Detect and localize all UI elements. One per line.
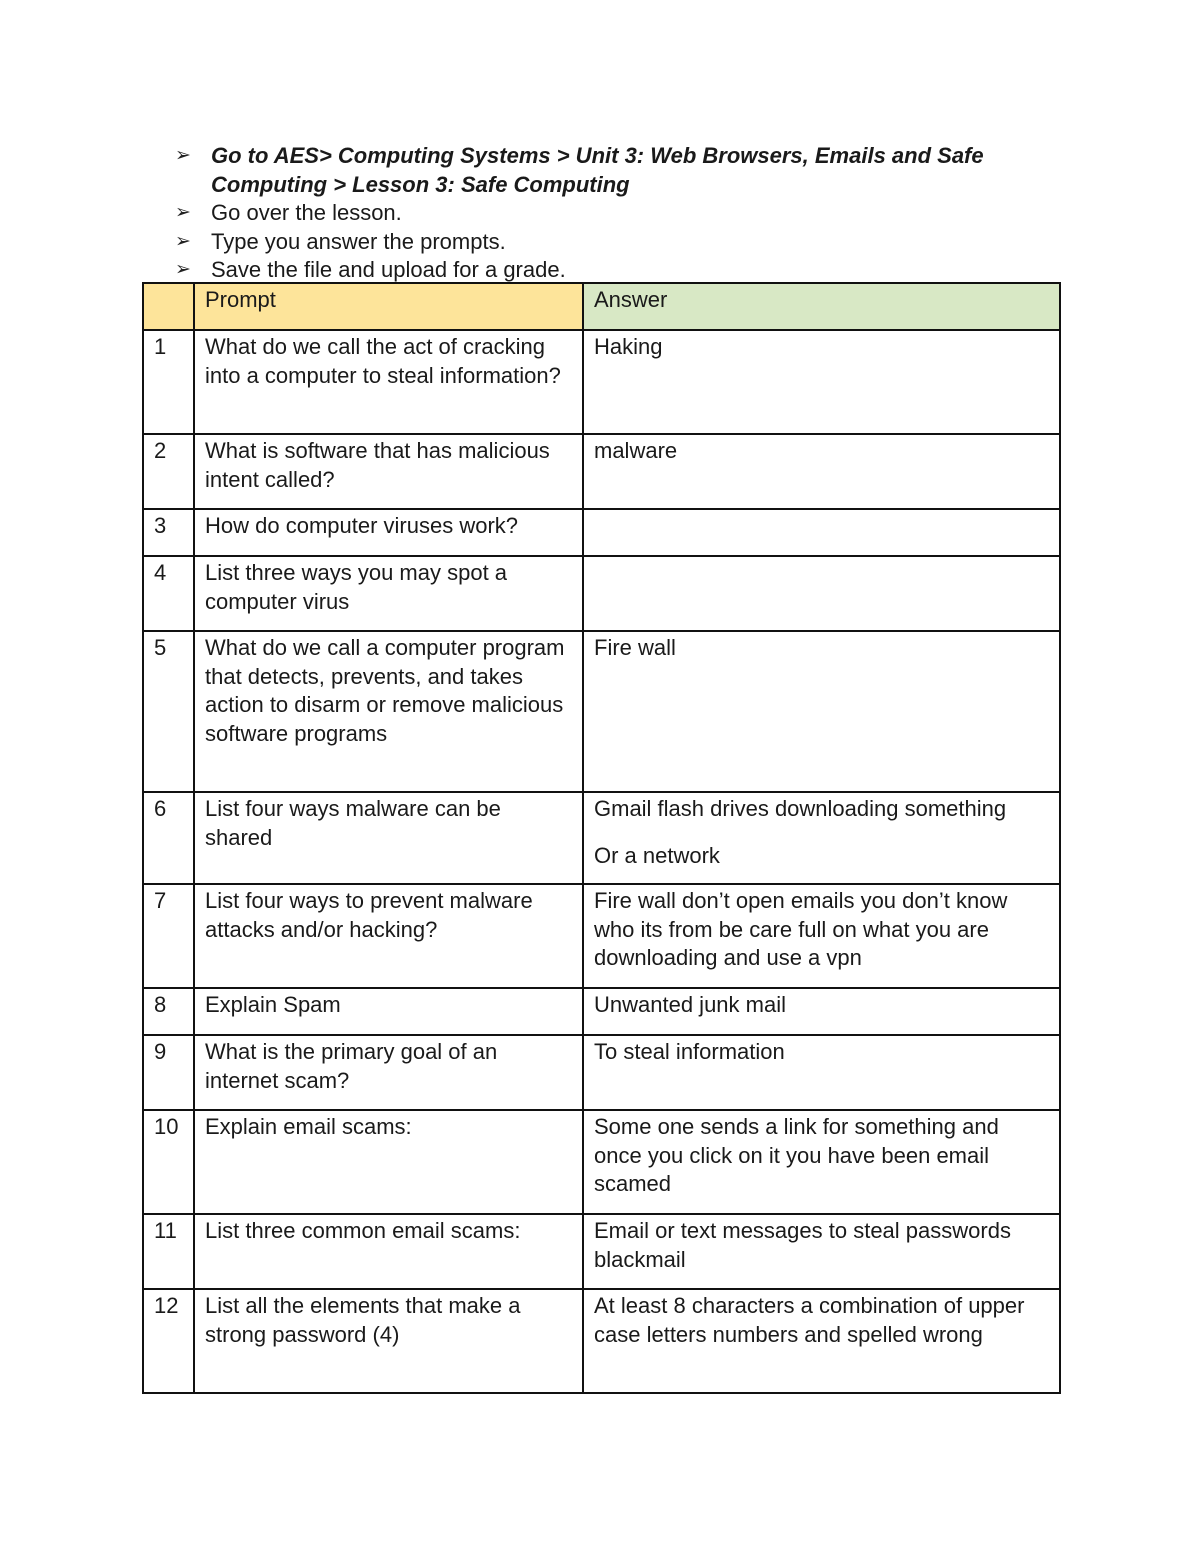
- answer-line: Or a network: [594, 842, 720, 868]
- row-number: 4: [143, 556, 194, 631]
- instruction-text: Save the file and upload for a grade.: [211, 257, 566, 282]
- table-row: [143, 1289, 1060, 1393]
- prompt-cell: List three ways you may spot a computer virus: [194, 556, 583, 631]
- row-number: 5: [143, 631, 194, 792]
- instruction-item: [175, 199, 1075, 228]
- table-row: [143, 330, 1060, 434]
- prompt-cell: List three common email scams:: [194, 1214, 583, 1289]
- arrowhead-bullet-icon: ➢: [175, 259, 191, 280]
- prompt-cell: Explain email scams:: [194, 1110, 583, 1214]
- answer-cell[interactable]: Email or text messages to steal passwords blackmail: [583, 1214, 1060, 1289]
- row-number: 2: [143, 434, 194, 509]
- answer-cell[interactable]: [583, 509, 1060, 556]
- table-header-row: [143, 283, 1060, 330]
- answer-cell[interactable]: To steal information: [583, 1035, 1060, 1110]
- prompt-cell: Explain Spam: [194, 988, 583, 1035]
- row-number: 1: [143, 330, 194, 434]
- prompt-cell: What is the primary goal of an internet scam?: [194, 1035, 583, 1110]
- table-row: [143, 1214, 1060, 1289]
- row-number: 10: [143, 1110, 194, 1214]
- prompt-cell: List all the elements that make a strong password (4): [194, 1289, 583, 1393]
- answer-cell[interactable]: Fire wall don’t open emails you don’t know who its from be care full on what you are downloading and use a vpn: [583, 884, 1060, 988]
- table-row: [143, 884, 1060, 988]
- table-row: [143, 509, 1060, 556]
- table-row: [143, 1110, 1060, 1214]
- row-number: 3: [143, 509, 194, 556]
- header-answer: Answer: [583, 283, 1060, 330]
- table-row: [143, 556, 1060, 631]
- table-row: [143, 1035, 1060, 1110]
- table-row: [143, 434, 1060, 509]
- prompt-cell: List four ways to prevent malware attacks and/or hacking?: [194, 884, 583, 988]
- answer-cell[interactable]: malware: [583, 434, 1060, 509]
- row-number: 6: [143, 792, 194, 884]
- answer-line: Gmail flash drives downloading something: [594, 796, 1007, 821]
- row-number: 8: [143, 988, 194, 1035]
- answer-cell[interactable]: Fire wall: [583, 631, 1060, 792]
- table-row: [143, 792, 1060, 884]
- header-prompt: Prompt: [194, 283, 583, 330]
- prompt-cell: What do we call the act of cracking into a computer to steal information?: [194, 330, 583, 434]
- table-row: [143, 631, 1060, 792]
- row-number: 12: [143, 1289, 194, 1393]
- arrowhead-bullet-icon: ➢: [175, 230, 191, 252]
- answer-cell[interactable]: At least 8 characters a combination of upper case letters numbers and spelled wrong: [583, 1289, 1060, 1393]
- worksheet-table: [142, 282, 1061, 1394]
- instruction-item: [175, 142, 1075, 199]
- instruction-item: [175, 228, 1075, 257]
- prompt-cell: What do we call a computer program that detects, prevents, and takes action to disarm or remove malicious software programs: [194, 631, 583, 792]
- instruction-text: Type you answer the prompts.: [211, 228, 506, 254]
- row-number: 9: [143, 1035, 194, 1110]
- prompt-cell: How do computer viruses work?: [194, 509, 583, 556]
- answer-cell[interactable]: Some one sends a link for something and once you click on it you have been email scamed: [583, 1110, 1060, 1214]
- answer-cell[interactable]: Haking: [583, 330, 1060, 434]
- answer-cell[interactable]: [583, 556, 1060, 631]
- table-row: [143, 988, 1060, 1035]
- answer-cell[interactable]: Unwanted junk mail: [583, 988, 1060, 1035]
- arrowhead-bullet-icon: ➢: [175, 202, 191, 223]
- prompt-cell: List four ways malware can be shared: [194, 792, 583, 884]
- instruction-item: [175, 256, 1075, 285]
- instruction-text: Go over the lesson.: [211, 200, 402, 225]
- row-number: 7: [143, 884, 194, 988]
- answer-cell[interactable]: [583, 792, 1060, 884]
- row-number: 11: [143, 1214, 194, 1289]
- header-number: [143, 283, 194, 330]
- arrowhead-bullet-icon: ➢: [175, 145, 191, 166]
- instruction-text: Go to AES> Computing Systems > Unit 3: Web Browsers, Emails and Safe Computing > Lesson 3: Safe Computing: [211, 143, 984, 197]
- prompt-cell: What is software that has malicious intent called?: [194, 434, 583, 509]
- instructions-list: [175, 142, 1075, 285]
